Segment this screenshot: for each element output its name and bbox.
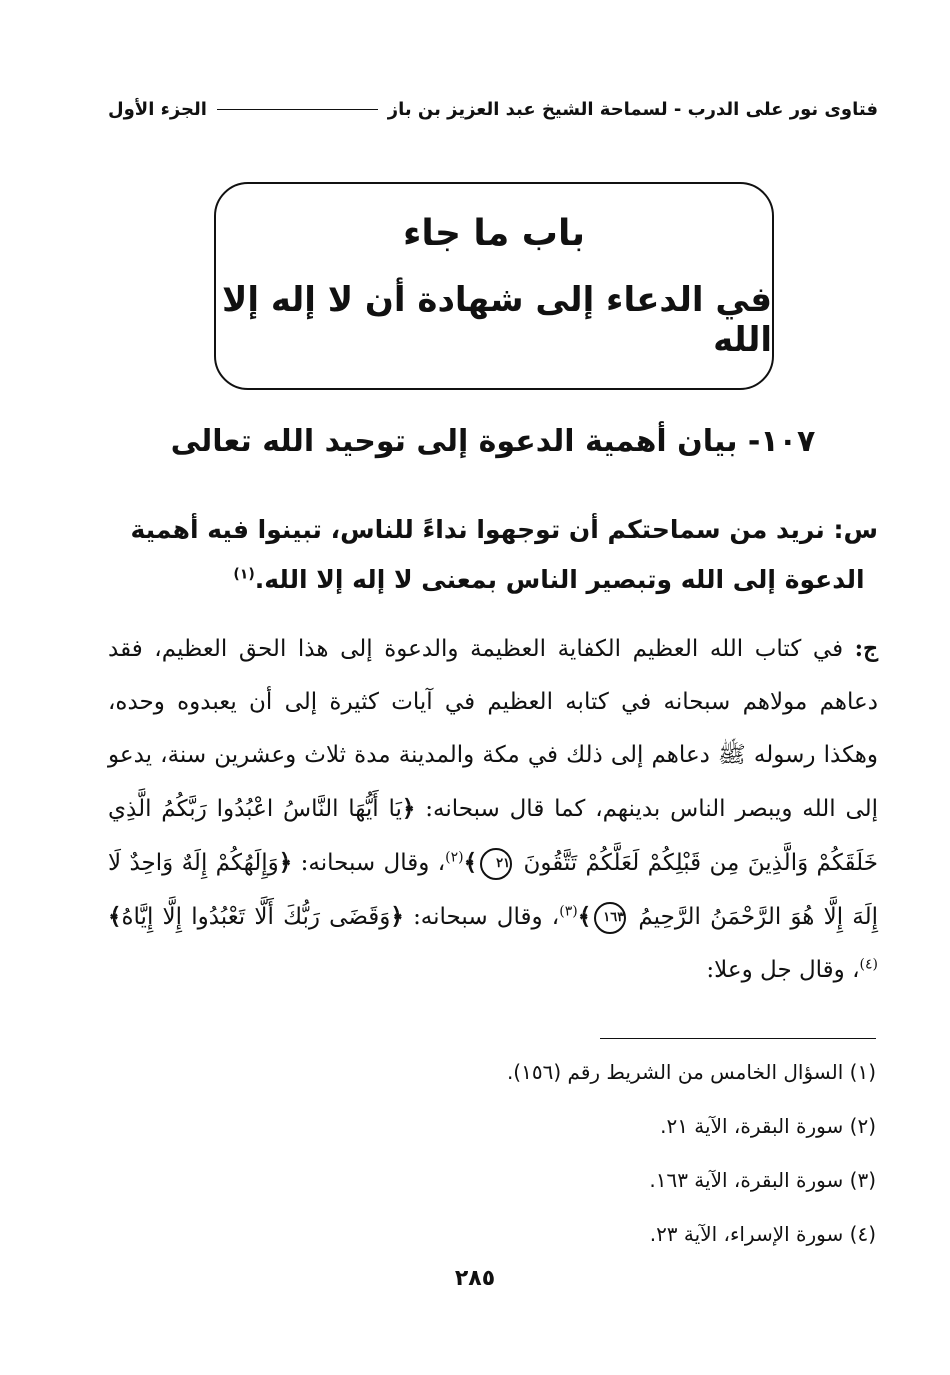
book-title: فتاوى نور على الدرب - لسماحة الشيخ عبد العزيز بن باز <box>387 98 878 120</box>
quran-open-bracket-2: ﴿ <box>278 849 293 876</box>
answer-text-4: ، وقال جل وعلا: <box>706 957 860 983</box>
header-rule <box>217 109 378 110</box>
answer-paragraph: ج: في كتاب الله العظيم الكفاية العظيمة والدعوة إلى هذا الحق العظيم، فقد دعاهم مولاهم سبحانه في كتابه العظيم في آيات كثيرة إلى أن يعبدوه وحده، وهكذا رسوله ﷺ دعاهم إلى ذلك في مكة والمدينة مدة ثلاث وعشرين سنة، يدعو إلى الله ويبصر الناس بدينهم، كما قال سبحانه: ﴿يَا أَيُّهَا النَّاسُ اعْبُدُوا رَبَّكُمُ الَّذِي خَلَقَكُمْ وَالَّذِينَ مِن قَبْلِكُمْ لَعَلَّكُمْ تَتَّقُونَ ٢١﴾$^{(٢)}$، وقال سبحانه: ﴿وَإِلَهُكُمْ إِلَهٌ وَاحِدٌ لَا إِلَهَ إِلَّا هُوَ الرَّحْمَنُ الرَّحِيمُ ١٦٣﴾$^{(٣)}$، وقال سبحانه: ﴿وَقَضَى رَبُّكَ أَلَّا تَعْبُدُوا إِلَّا إِيَّاهُ﴾$^{(٤)}$، وقال جل وعلا: <box>108 635 879 983</box>
quran-quote-3: وَقَضَى رَبُّكَ أَلَّا تَعْبُدُوا إِلَّا إِيَّاهُ <box>121 904 391 930</box>
footnote-4: (٤) سورة الإسراء، الآية ٢٣. <box>649 1222 876 1246</box>
footnote-1: (١) السؤال الخامس من الشريط رقم (١٥٦). <box>506 1060 876 1084</box>
quran-quote-2: وَإِلَهُكُمْ إِلَهٌ وَاحِدٌ لَا إِلَهَ إِلَّا هُوَ الرَّحْمَنُ الرَّحِيمُ <box>108 850 879 930</box>
ayah-number-marker-2: ١٦٣ <box>594 902 626 934</box>
chapter-title-line1: باب ما جاء <box>403 212 585 254</box>
quran-open-bracket-1: ﴿ <box>401 795 416 822</box>
quran-close-bracket-3: ﴾ <box>108 903 122 930</box>
footnote-ref-1: (١) <box>233 566 255 583</box>
quran-quote-1: يَا أَيُّهَا النَّاسُ اعْبُدُوا رَبَّكُمُ الَّذِي خَلَقَكُمْ وَالَّذِينَ مِن قَبْلِكُمْ لَعَلَّكُمْ تَتَّقُونَ <box>108 796 879 876</box>
question-label: س: <box>833 515 878 544</box>
footnote-ref-4: (٤) <box>859 956 878 973</box>
footnote-ref-3: (٣) <box>559 903 578 920</box>
question-line2-wrap <box>110 555 878 605</box>
quran-close-bracket-2: ﴾ <box>577 903 592 930</box>
quran-open-bracket-3: ﴿ <box>390 903 404 930</box>
footnote-separator <box>600 1038 876 1039</box>
chapter-title-line2: في الدعاء إلى شهادة أن لا إله إلا الله <box>222 279 772 360</box>
ayah-number-marker-1: ٢١ <box>480 848 512 880</box>
page-number: ٢٨٥ <box>454 1266 496 1291</box>
footnote-3: (٣) سورة البقرة، الآية ١٦٣. <box>649 1168 876 1192</box>
footnotes <box>108 1045 876 1261</box>
footnote-2: (٢) سورة البقرة، الآية ٢١. <box>660 1114 876 1138</box>
chapter-title-box <box>214 182 774 390</box>
answer-text-3: وقال سبحانه: <box>413 904 543 930</box>
section-title: ١٠٧- بيان أهمية الدعوة إلى توحيد الله تعالى <box>170 424 816 459</box>
question-line2: الدعوة إلى الله وتبصير الناس بمعنى لا إله إلا الله. <box>254 565 865 594</box>
question-paragraph <box>110 505 878 605</box>
quran-close-bracket-1: ﴾ <box>463 849 478 876</box>
part-label: الجزء الأول <box>108 98 207 120</box>
running-header <box>108 92 878 126</box>
answer-text-2: وقال سبحانه: <box>300 850 430 876</box>
answer-text-1: في كتاب الله العظيم الكفاية العظيمة والدعوة إلى هذا الحق العظيم، فقد دعاهم مولاهم سبحانه في كتابه العظيم في آيات كثيرة إلى أن يعبدوه وحده، وهكذا رسوله ﷺ دعاهم إلى ذلك في مكة والمدينة مدة ثلاث وعشرين سنة، يدعو إلى الله ويبصر الناس بدينهم، كما قال سبحانه: <box>108 636 879 822</box>
answer-label: ج: <box>854 635 879 662</box>
footnote-ref-2: (٢) <box>445 849 464 866</box>
question-line1: نريد من سماحتكم أن توجهوا نداءً للناس، تبينوا فيه أهمية <box>130 515 825 544</box>
